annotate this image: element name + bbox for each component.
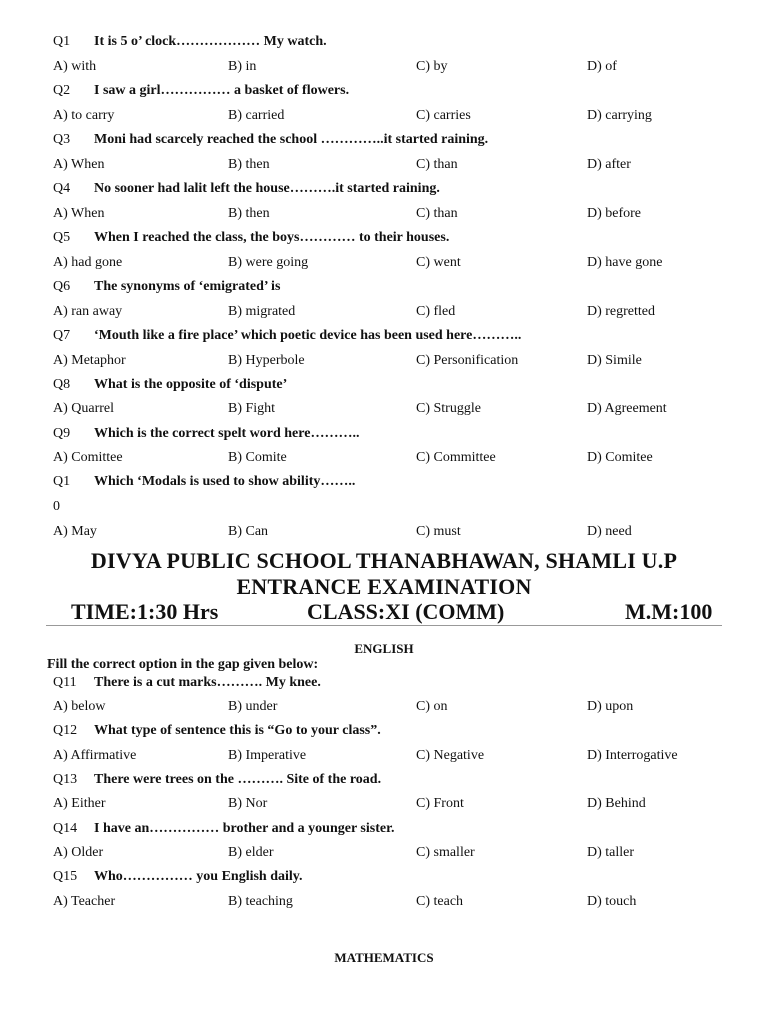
question-text: I have an…………… brother and a younger sister. [94,821,395,836]
option-a: A) ran away [53,304,123,319]
question-text: Moni had scarcely reached the school …………..it started raining. [94,132,489,147]
exam-title: ENTRANCE EXAMINATION [236,574,532,599]
option-c: C) smaller [416,845,475,860]
question-text: There were trees on the ………. Site of the road. [94,772,382,787]
option-a: A) Quarrel [53,401,115,416]
option-c: C) must [416,524,461,539]
question-text: When I reached the class, the boys………… to their houses. [94,230,450,245]
option-c: C) Committee [416,450,496,465]
option-d: D) of [587,59,617,74]
option-d: D) after [587,157,631,172]
option-d: D) carrying [587,108,652,123]
question-8: Q8 What is the opposite of ‘dispute’ [53,377,288,392]
option-a: A) Comittee [53,450,123,465]
option-a: A) Teacher [53,894,116,909]
school-name: DIVYA PUBLIC SCHOOL THANABHAWAN, SHAMLI U.P [90,548,678,573]
question-3: Q3 Moni had scarcely reached the school …………..it started raining. [53,132,489,147]
option-c: C) on [416,699,448,714]
section-title-mathematics: MATHEMATICS [334,950,434,965]
option-c: C) Struggle [416,401,481,416]
option-c: C) Negative [416,748,485,763]
option-d: D) Comitee [587,450,653,465]
instruction: Fill the correct option in the gap given below: [47,657,319,672]
question-15: Q15 Who…………… you English daily. [53,869,303,884]
option-b: B) then [228,206,270,221]
question-text: Which is the correct spelt word here……….. [94,426,360,441]
option-b: B) Hyperbole [228,353,305,368]
option-b: B) were going [228,255,309,270]
question-text: There is a cut marks………. My knee. [94,675,321,690]
option-b: B) under [228,699,278,714]
question-11: Q11 There is a cut marks………. My knee. [53,675,321,690]
option-b: B) Can [228,524,269,539]
option-d: D) before [587,206,642,221]
option-b: B) Comite [228,450,287,465]
exam-class: CLASS:XI (COMM) [307,599,505,624]
question-1: Q1 It is 5 o’ clock……………… My watch. [53,34,327,49]
question-12: Q12 What type of sentence this is “Go to your class”. [53,723,381,738]
option-c: C) fled [416,304,456,319]
option-c: C) went [416,255,461,270]
option-a: A) Older [53,845,104,860]
option-a: A) had gone [53,255,123,270]
question-10: Q1 Which ‘Modals is used to show ability…….. [53,474,356,489]
max-marks: M.M:100 [625,599,713,624]
option-d: D) Interrogative [587,748,678,763]
option-c: C) carries [416,108,471,123]
question-text: No sooner had lalit left the house……….it started raining. [94,181,440,196]
question-text: Which ‘Modals is used to show ability…….. [94,474,356,489]
option-b: B) elder [228,845,274,860]
option-a: A) to carry [53,108,115,123]
option-d: D) regretted [587,304,656,319]
question-4: Q4 No sooner had lalit left the house……….it started raining. [53,181,440,196]
question-5: Q5 When I reached the class, the boys………… to their houses. [53,230,450,245]
option-d: D) Simile [587,353,642,368]
question-14: Q14 I have an…………… brother and a younger sister. [53,821,395,836]
question-text: What is the opposite of ‘dispute’ [94,377,288,392]
option-a: A) When [53,157,105,172]
option-c: C) than [416,157,458,172]
option-b: B) teaching [228,894,293,909]
option-b: B) carried [228,108,285,123]
option-a: A) Affirmative [53,748,137,763]
option-d: D) have gone [587,255,663,270]
option-a: A) When [53,206,105,221]
option-d: D) Behind [587,796,646,811]
question-2: Q2 I saw a girl…………… a basket of flowers. [53,83,350,98]
question-number-wrap: 0 [53,499,60,514]
option-d: D) upon [587,699,634,714]
option-d: D) need [587,524,632,539]
header-divider [46,625,722,626]
option-b: B) Imperative [228,748,307,763]
question-text: The synonyms of ‘emigrated’ is [94,279,281,294]
option-a: A) Metaphor [53,353,126,368]
option-b: B) Nor [228,796,268,811]
question-7: Q7 ‘Mouth like a fire place’ which poetic device has been used here……….. [53,328,522,343]
question-text: I saw a girl…………… a basket of flowers. [94,83,350,98]
option-d: D) touch [587,894,637,909]
option-d: D) taller [587,845,635,860]
question-text: ‘Mouth like a fire place’ which poetic device has been used here……….. [94,328,522,343]
option-c: C) Personification [416,353,519,368]
question-13: Q13 There were trees on the ………. Site of the road. [53,772,382,787]
question-text: What type of sentence this is “Go to your class”. [94,723,381,738]
question-6: Q6 The synonyms of ‘emigrated’ is [53,279,281,294]
option-b: B) Fight [228,401,276,416]
exam-time: TIME:1:30 Hrs [71,599,219,624]
question-text: It is 5 o’ clock……………… My watch. [94,34,327,49]
option-c: C) Front [416,796,464,811]
section-title-english: ENGLISH [354,641,414,656]
option-a: A) with [53,59,97,74]
option-c: C) by [416,59,448,74]
option-a: A) below [53,699,106,714]
option-d: D) Agreement [587,401,667,416]
option-b: B) in [228,59,257,74]
option-a: A) Either [53,796,106,811]
question-text: Who…………… you English daily. [94,869,303,884]
question-9: Q9 Which is the correct spelt word here……….. [53,426,360,441]
option-c: C) than [416,206,458,221]
option-b: B) then [228,157,270,172]
option-a: A) May [53,524,97,539]
option-b: B) migrated [228,304,296,319]
option-c: C) teach [416,894,464,909]
